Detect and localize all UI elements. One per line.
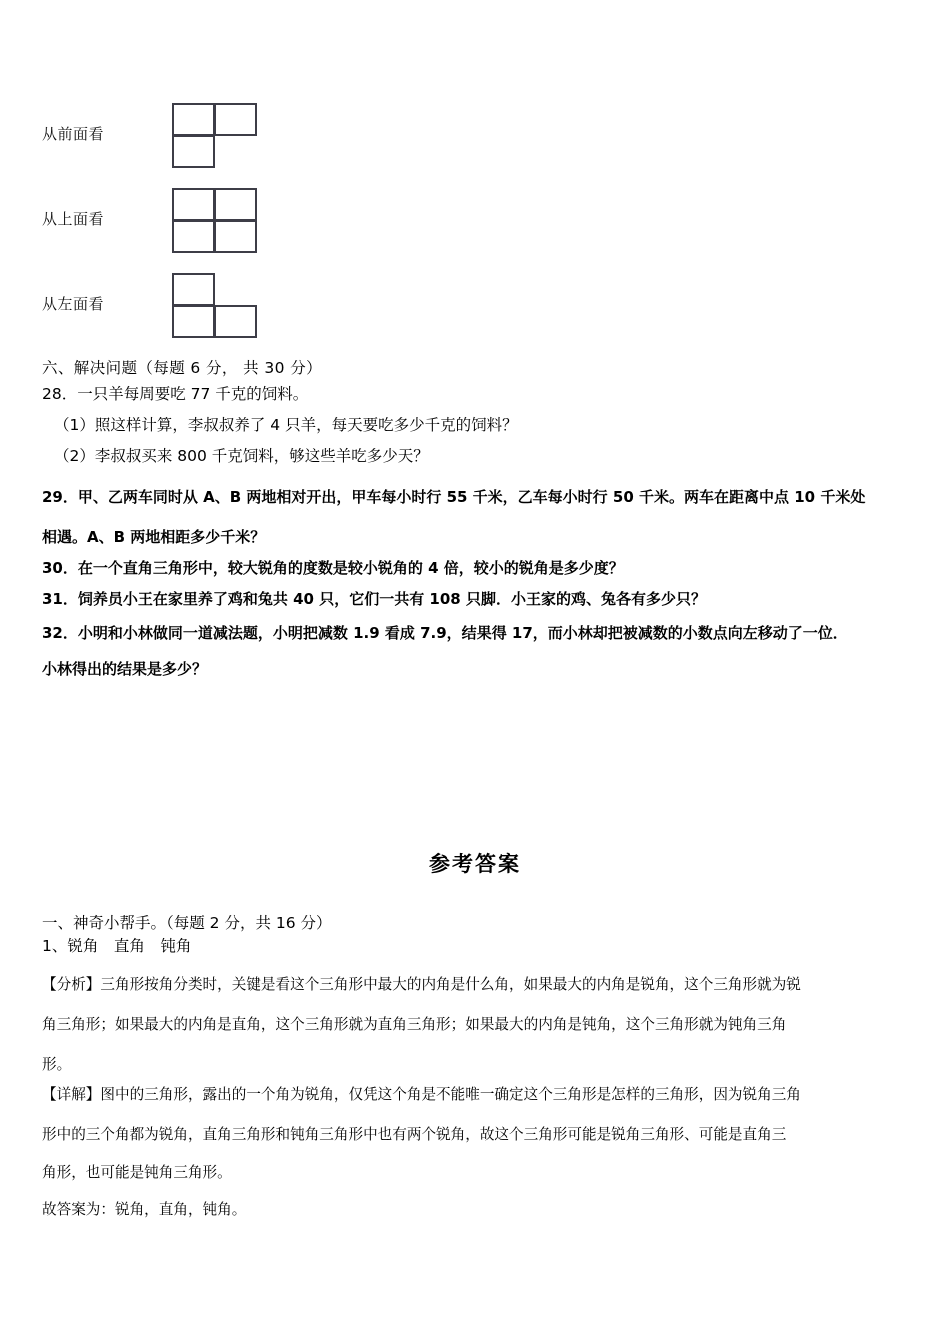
- left-view-shape: [162, 265, 272, 345]
- question-28-part-1: （1）照这样计算，李叔叔养了 4 只羊，每天要吃多少千克的饲料？: [54, 416, 518, 434]
- shape-cell: [214, 103, 257, 136]
- view-label-left: 从左面看: [42, 295, 105, 313]
- shape-cell: [214, 305, 257, 338]
- shape-cell: [172, 103, 215, 136]
- shape-cell: [172, 305, 215, 338]
- view-row-left: [42, 262, 902, 347]
- answer-analysis-line-3: 形。: [42, 1056, 72, 1073]
- question-28-stem: 28．一只羊每周要吃 77 千克的饲料。: [42, 385, 309, 403]
- shape-cell: [172, 188, 215, 221]
- shape-cell: [214, 188, 257, 221]
- question-30: 30．在一个直角三角形中，较大锐角的度数是较小锐角的 4 倍，较小的锐角是多少度？: [42, 559, 624, 577]
- answers-title: 参考答案: [429, 852, 521, 876]
- answer-detail-line-3: 角形，也可能是钝角三角形。: [42, 1164, 232, 1181]
- answer-section-one-heading: 一、神奇小帮手。（每题 2 分，共 16 分）: [42, 914, 332, 932]
- view-label-front: 从前面看: [42, 125, 105, 143]
- question-32-line-1: 32．小明和小林做同一道减法题，小明把减数 1.9 看成 7.9，结果得 17，而小林却把被减数的小数点向左移动了一位．: [42, 624, 848, 642]
- view-row-front: [42, 92, 902, 177]
- shape-cell: [172, 135, 215, 168]
- shape-cell: [214, 220, 257, 253]
- answer-analysis-line-1: 【分析】三角形按角分类时，关键是看这个三角形中最大的内角是什么角，如果最大的内角是锐角，这个三角形就为锐: [42, 976, 801, 993]
- question-29-line-1: 29．甲、乙两车同时从 A、B 两地相对开出，甲车每小时行 55 千米，乙车每小时行 50 千米。两车在距离中点 10 千米处: [42, 488, 866, 506]
- answer-final-statement: 故答案为：锐角，直角，钝角。: [42, 1201, 247, 1218]
- shape-cell: [172, 220, 215, 253]
- shape-cell: [172, 273, 215, 306]
- section-heading-six: 六、解决问题（每题 6 分， 共 30 分）: [42, 359, 323, 377]
- question-28-part-2: （2）李叔叔买来 800 千克饲料，够这些羊吃多少天？: [54, 447, 429, 465]
- answer-analysis-line-2: 角三角形；如果最大的内角是直角，这个三角形就为直角三角形；如果最大的内角是钝角，这个三角形就为钝角三角: [42, 1016, 787, 1033]
- answer-detail-line-2: 形中的三个角都为锐角，直角三角形和钝角三角形中也有两个锐角，故这个三角形可能是锐角三角形、可能是直角三: [42, 1126, 787, 1143]
- answer-detail-line-1: 【详解】图中的三角形，露出的一个角为锐角，仅凭这个角是不能唯一确定这个三角形是怎样的三角形，因为锐角三角: [42, 1086, 801, 1103]
- question-31: 31．饲养员小王在家里养了鸡和兔共 40 只，它们一共有 108 只脚．小王家的鸡、兔各有多少只？: [42, 590, 706, 608]
- view-row-top: [42, 177, 902, 262]
- question-32-line-2: 小林得出的结果是多少？: [42, 660, 208, 678]
- view-label-top: 从上面看: [42, 210, 105, 228]
- orthographic-views-block: [42, 92, 902, 347]
- top-view-shape: [162, 180, 272, 260]
- front-view-shape: [162, 95, 272, 175]
- answer-item-1: 1、锐角 直角 钝角: [42, 937, 192, 955]
- question-29-line-2: 相遇。A、B 两地相距多少千米？: [42, 528, 266, 546]
